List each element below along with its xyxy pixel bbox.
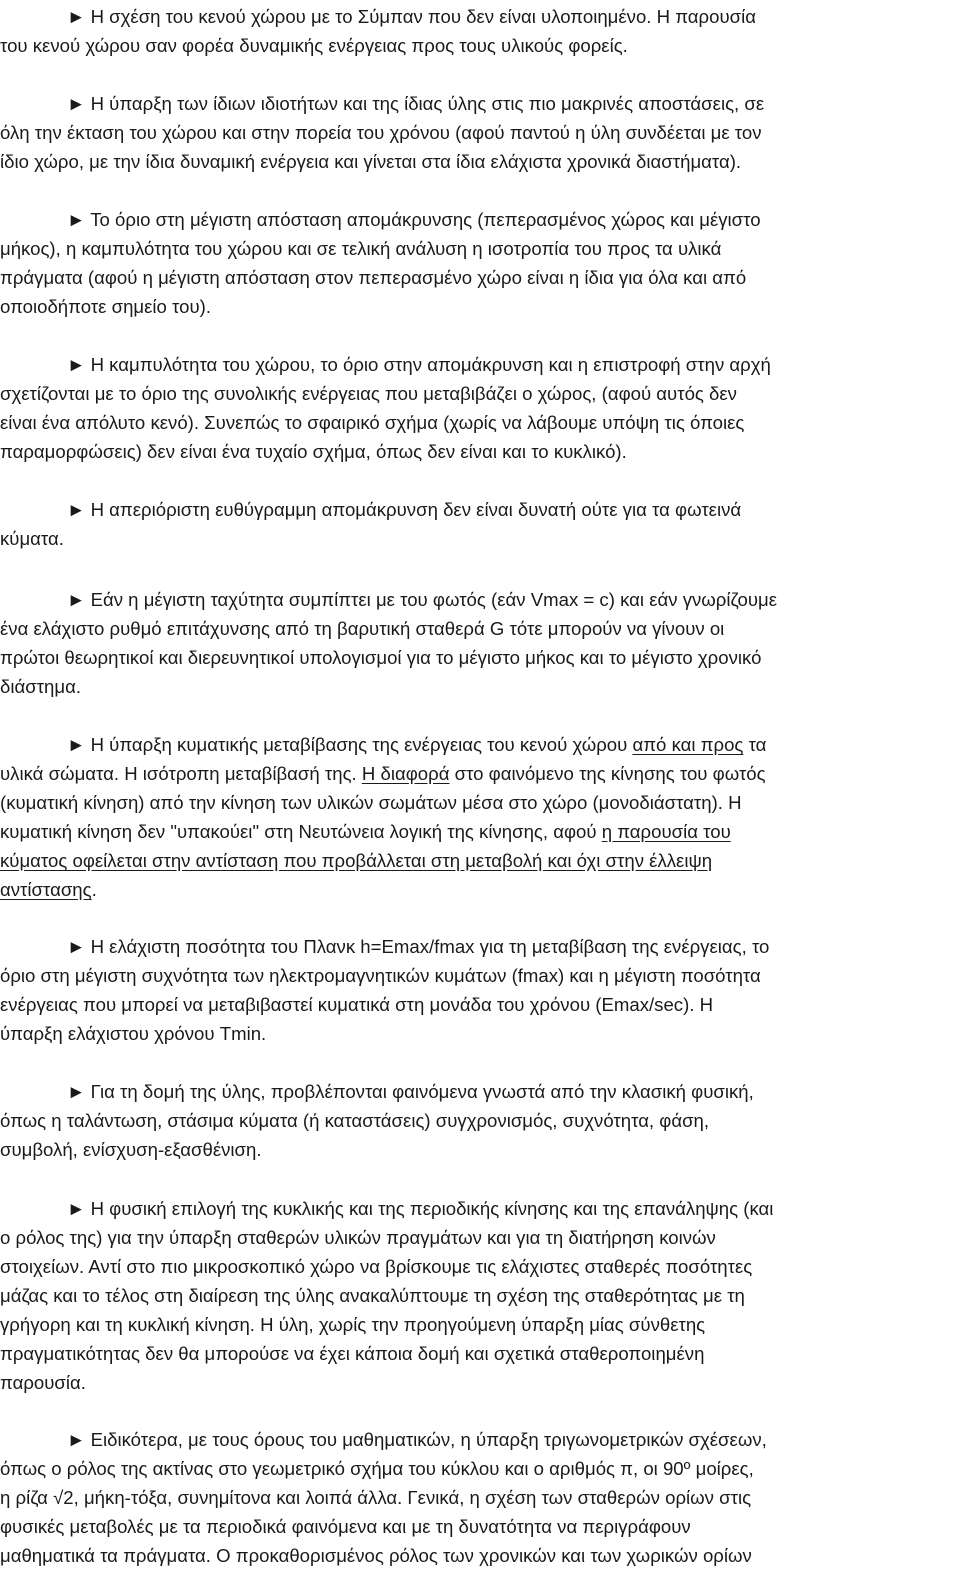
paragraph-line: όλη την έκταση του χώρου και στην πορεία του χρόνου (αφού παντού η ύλη συνδέεται με τον (0, 122, 762, 143)
paragraph-line: (κυματική κίνηση) από την κίνηση των υλικών σωμάτων μέσα στο χώρο (μονοδιάστατη). Η (0, 792, 742, 813)
paragraph-8 (0, 932, 956, 1048)
paragraph-line: ► Η σχέση του κενού χώρου με το Σύμπαν που δεν είναι υλοποιημένο. Η παρουσία (67, 6, 756, 27)
paragraph-line: φυσικές μεταβολές με τα περιοδικά φαινόμενα και με τη δυνατότητα να περιγράφουν (0, 1516, 691, 1537)
paragraph-line (0, 817, 956, 846)
paragraph-line (0, 875, 956, 904)
paragraph-line: μήκος), η καμπυλότητα του χώρου και σε τελική ανάλυση η ισοτροπία του προς τα υλικά (0, 238, 722, 259)
paragraph-line: όπως ο ρόλος της ακτίνας στο γεωμετρικό σχήμα του κύκλου και ο αριθμός π, οι 90º μοίρες, (0, 1458, 754, 1479)
paragraph-line (0, 759, 956, 788)
paragraph-line: ► Η καμπυλότητα του χώρου, το όριο στην απομάκρυνση και η επιστροφή στην αρχή (67, 354, 771, 375)
underlined-text: αντίστασης (0, 879, 92, 900)
paragraph-7 (0, 730, 956, 904)
paragraph-line: μαθηματικά τα πράγματα. Ο προκαθορισμένος ρόλος των χρονικών και των χωρικών ορίων (0, 1545, 752, 1566)
paragraph-line: κύματα. (0, 528, 64, 549)
paragraph-line: παρουσία. (0, 1372, 86, 1393)
underlined-text: η παρουσία του (601, 821, 731, 842)
paragraph-line: διάστημα. (0, 676, 82, 697)
paragraph-line: ένα ελάχιστο ρυθμό επιτάχυνσης από τη βαρυτική σταθερά G τότε μπορούν να γίνουν οι (0, 618, 725, 639)
paragraph-line: ► Εάν η μέγιστη ταχύτητα συμπίπτει με του φωτός (εάν Vmax = c) και εάν γνωρίζουμε (67, 589, 777, 610)
paragraph-line: μάζας και το τέλος στη διαίρεση της ύλης ανακαλύπτουμε τη σχέση της σταθερότητας με τη (0, 1285, 745, 1306)
paragraph-9 (0, 1077, 956, 1164)
paragraph-11 (0, 1425, 956, 1570)
paragraph-line: όπως η ταλάντωση, στάσιμα κύματα (ή καταστάσεις) συγχρονισμός, συχνότητα, φάση, (0, 1110, 710, 1131)
paragraph-line: πράγματα (αφού η μέγιστη απόσταση στον πεπερασμένο χώρο είναι η ίδια για όλα και από (0, 267, 747, 288)
paragraph-2 (0, 89, 956, 176)
paragraph-line: συμβολή, ενίσχυση-εξασθένιση. (0, 1139, 262, 1160)
paragraph-10 (0, 1194, 956, 1397)
paragraph-line: πρώτοι θεωρητικοί και διερευνητικοί υπολογισμοί για το μέγιστο μήκος και το μέγιστο χρονικό (0, 647, 762, 668)
paragraph-line: η ρίζα √2, μήκη-τόξα, συνημίτονα και λοιπά άλλα. Γενικά, η σχέση των σταθερών ορίων στις (0, 1487, 752, 1508)
underlined-text: Η διαφορά (361, 763, 450, 784)
paragraph-line: πραγματικότητας δεν θα μπορούσε να έχει κάποια δομή και σχετικά σταθεροποιημένη (0, 1343, 705, 1364)
text-span: τα (743, 734, 767, 755)
paragraph-line: γρήγορη και τη κυκλική κίνηση. Η ύλη, χωρίς την προηγούμενη ύπαρξη μίας σύνθετης (0, 1314, 706, 1335)
paragraph-3 (0, 205, 956, 321)
paragraph-line: ► Η ύπαρξη των ίδιων ιδιοτήτων και της ίδιας ύλης στις πιο μακρινές αποστάσεις, σε (67, 93, 765, 114)
paragraph-1 (0, 2, 956, 60)
paragraph-line: ίδιο χώρο, με την ίδια δυναμική ενέργεια και γίνεται στα ίδια ελάχιστα χρονικά διαστήματα). (0, 151, 742, 172)
underlined-text: από και προς (632, 734, 744, 755)
paragraph-line: ο ρόλος της) για την ύπαρξη σταθερών υλικών πραγμάτων και για τη διατήρηση κοινών (0, 1227, 716, 1248)
text-span: στο φαινόμενο της κίνησης του φωτός (449, 763, 766, 784)
paragraph-line: σχετίζονται με το όριο της συνολικής ενέργειας που μεταβιβάζει ο χώρος, (αφού αυτός δεν (0, 383, 737, 404)
text-span: υλικά σώματα. Η ισότροπη μεταβίβασή της. (0, 763, 362, 784)
paragraph-line: στοιχείων. Αντί στο πιο μικροσκοπικό χώρο να βρίσκουμε τις ελάχιστες σταθερές ποσότητες (0, 1256, 753, 1277)
paragraph-4 (0, 350, 956, 466)
paragraph-line: ► Η απεριόριστη ευθύγραμμη απομάκρυνση δεν είναι δυνατή ούτε για τα φωτεινά (67, 499, 742, 520)
paragraph-line: παραμορφώσεις) δεν είναι ένα τυχαίο σχήμα, όπως δεν είναι και το κυκλικό). (0, 441, 627, 462)
paragraph-line: όριο στη μέγιστη συχνότητα των ηλεκτρομαγνητικών κυμάτων (fmax) και η μέγιστη ποσότητα (0, 965, 761, 986)
paragraph-line: ► Ειδικότερα, με τους όρους του μαθηματικών, η ύπαρξη τριγωνομετρικών σχέσεων, (67, 1429, 767, 1450)
paragraph-line: ► Η φυσική επιλογή της κυκλικής και της περιοδικής κίνησης και της επανάληψης (και (67, 1198, 774, 1219)
text-span: ► Η ύπαρξη κυματικής μεταβίβασης της ενέργειας του κενού χώρου (67, 734, 633, 755)
paragraph-line (0, 730, 956, 759)
paragraph-line: ενέργειας που μπορεί να μεταβιβαστεί κυματικά στη μονάδα του χρόνου (Emax/sec). Η (0, 994, 714, 1015)
paragraph-line: του κενού χώρου σαν φορέα δυναμικής ενέργειας προς τους υλικούς φορείς. (0, 35, 628, 56)
paragraph-line: είναι ένα απόλυτο κενό). Συνεπώς το σφαιρικό σχήμα (χωρίς να λάβουμε υπόψη τις όποιες (0, 412, 745, 433)
paragraph-5 (0, 495, 956, 553)
paragraph-line: ► Το όριο στη μέγιστη απόσταση απομάκρυνσης (πεπερασμένος χώρος και μέγιστο (67, 209, 761, 230)
paragraph-6 (0, 585, 956, 701)
paragraph-line: ► Η ελάχιστη ποσότητα του Πλανκ h=Emax/fmax για τη μεταβίβαση της ενέργειας, το (67, 936, 770, 957)
paragraph-line: ύπαρξη ελάχιστου χρόνου Tmin. (0, 1023, 267, 1044)
underlined-line: κύματος οφείλεται στην αντίσταση που προβάλλεται στη μεταβολή και όχι στην έλλειψη (0, 850, 713, 871)
text-span: κυματική κίνηση δεν "υπακούει" στη Νευτώνεια λογική της κίνησης, αφού (0, 821, 602, 842)
paragraph-line: οποιοδήποτε σημείο του). (0, 296, 211, 317)
paragraph-line: ► Για τη δομή της ύλης, προβλέπονται φαινόμενα γνωστά από την κλασική φυσική, (67, 1081, 754, 1102)
text-span: . (91, 879, 97, 900)
